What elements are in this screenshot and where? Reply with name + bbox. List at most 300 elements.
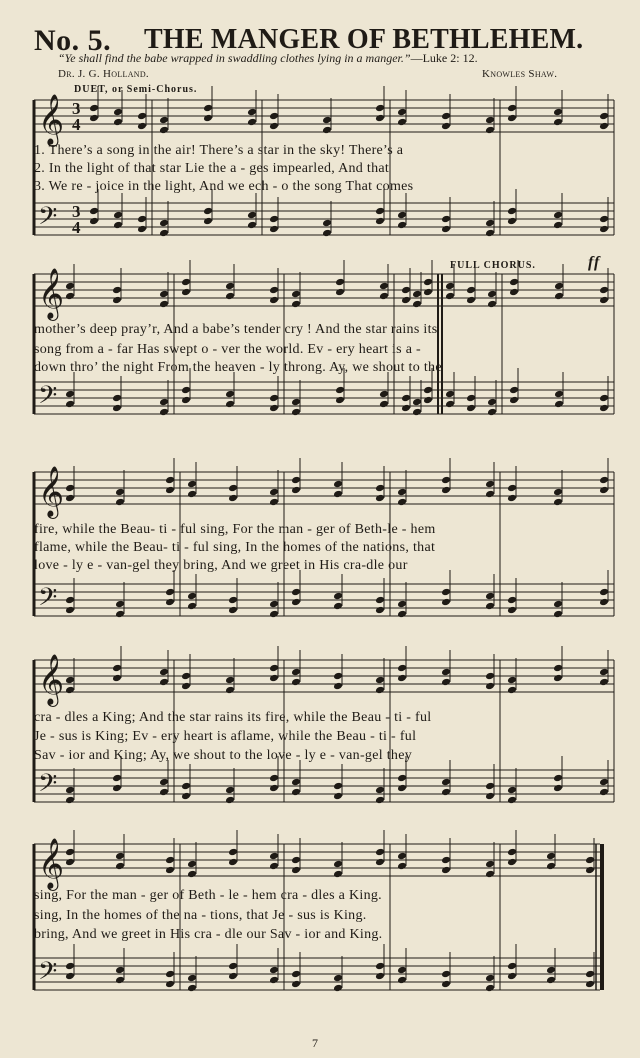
music-system-4 (34, 646, 614, 830)
note-head (509, 386, 519, 395)
note-head (445, 292, 455, 301)
lyric-verse-3: bring, And we greet in His cra - dle our Sav - ior and King. (34, 927, 383, 942)
note-head (115, 488, 125, 497)
lyric-verse-3: down thro’ the night From the heaven - ly throng. Ay, we shout to the (34, 360, 442, 375)
note-head (269, 664, 279, 673)
note-head (159, 778, 169, 787)
note-head (291, 980, 301, 989)
note-head (65, 484, 75, 493)
note-head (291, 668, 301, 677)
note-head (333, 602, 343, 611)
lyric-verse-3: 3. We re - joice in the light, And we ech - o the song That comes (34, 179, 414, 194)
note-head (225, 390, 235, 399)
music-system-2 (34, 254, 614, 442)
note-head (397, 774, 407, 783)
note-head (291, 788, 301, 797)
note-head (397, 211, 407, 220)
note-head (159, 398, 169, 407)
note-head (485, 490, 495, 499)
note-head (485, 480, 495, 489)
note-head (485, 792, 495, 801)
note-head (375, 796, 385, 805)
note-head (228, 848, 238, 857)
note-head (187, 602, 197, 611)
note-head (507, 962, 517, 971)
treble-clef-icon: 𝄞 (38, 94, 65, 145)
note-head (509, 278, 519, 287)
note-head (554, 390, 564, 399)
duet-label: DUET, or Semi-Chorus. (74, 84, 198, 95)
note-head (203, 217, 213, 226)
note-head (507, 484, 517, 493)
note-head (159, 126, 169, 135)
note-head (65, 282, 75, 291)
note-head (553, 600, 563, 609)
note-head (554, 282, 564, 291)
note-head (599, 225, 609, 234)
note-head (546, 976, 556, 985)
note-head (228, 494, 238, 503)
note-head (225, 282, 235, 291)
note-head (291, 856, 301, 865)
note-head (291, 598, 301, 607)
note-head (322, 116, 332, 125)
note-head (553, 674, 563, 683)
note-head (137, 215, 147, 224)
note-head (401, 286, 411, 295)
note-head (269, 215, 279, 224)
lyricist: Dr. J. G. Holland. (58, 68, 149, 80)
note-head (322, 219, 332, 228)
note-head (333, 592, 343, 601)
note-head (322, 229, 332, 238)
note-head (599, 215, 609, 224)
bass-staff (34, 944, 600, 992)
note-head (113, 108, 123, 117)
note-head (137, 112, 147, 121)
note-head (585, 980, 595, 989)
note-head (375, 848, 385, 857)
note-head (485, 974, 495, 983)
note-head (445, 400, 455, 409)
note-head (269, 394, 279, 403)
time-signature-digit: 4 (72, 115, 81, 134)
note-head (165, 980, 175, 989)
note-head (269, 976, 279, 985)
note-head (485, 860, 495, 869)
note-head (333, 870, 343, 879)
note-head (379, 282, 389, 291)
note-head (423, 288, 433, 297)
note-head (159, 290, 169, 299)
note-head (375, 484, 385, 493)
note-head (187, 592, 197, 601)
note-head (137, 122, 147, 131)
bass-staff (34, 189, 614, 237)
note-head (269, 296, 279, 305)
note-head (187, 480, 197, 489)
note-head (65, 962, 75, 971)
note-head (507, 686, 517, 695)
note-head (397, 976, 407, 985)
music-system-3 (34, 458, 614, 640)
note-head (181, 386, 191, 395)
note-head (441, 476, 451, 485)
note-head (269, 112, 279, 121)
treble-staff (34, 86, 614, 147)
note-head (335, 396, 345, 405)
lyric-verse-1: fire, while the Beau- ti - ful sing, For the man - ger of Beth-le - hem (34, 522, 436, 537)
note-head (228, 606, 238, 615)
note-head (553, 211, 563, 220)
note-head (291, 290, 301, 299)
bass-staff (34, 570, 614, 618)
note-head (507, 676, 517, 685)
note-head (397, 610, 407, 619)
note-head (65, 858, 75, 867)
note-head (112, 784, 122, 793)
note-head (397, 664, 407, 673)
bass-clef-icon: 𝄢 (38, 381, 58, 416)
note-head (397, 118, 407, 127)
note-head (291, 678, 301, 687)
note-head (485, 672, 495, 681)
note-head (112, 404, 122, 413)
full-chorus-label: FULL CHORUS. (450, 260, 536, 271)
lyric-verse-1: 1. There’s a song in the air! There’s a star in the sky! There’s a (34, 143, 404, 158)
note-head (507, 104, 517, 113)
note-head (554, 400, 564, 409)
lyric-verse-1: cra - dles a King; And the star rains its fire, while the Beau - ti - ful (34, 710, 432, 725)
note-head (441, 215, 451, 224)
lyric-verse-1: sing, For the man - ger of Beth - le - hem cra - dles a King. (34, 888, 382, 903)
note-head (113, 221, 123, 230)
time-signature-digit: 3 (72, 99, 81, 118)
note-head (65, 796, 75, 805)
note-head (269, 852, 279, 861)
note-head (291, 588, 301, 597)
note-head (65, 972, 75, 981)
note-head (412, 408, 422, 417)
note-head (487, 408, 497, 417)
note-head (553, 108, 563, 117)
note-head (113, 211, 123, 220)
note-head (89, 104, 99, 113)
note-head (599, 788, 609, 797)
note-head (507, 848, 517, 857)
treble-clef-icon: 𝄞 (38, 466, 65, 517)
note-head (599, 778, 609, 787)
treble-staff (34, 458, 614, 519)
note-head (585, 970, 595, 979)
music-system-5 (34, 836, 614, 1026)
note-head (585, 866, 595, 875)
note-head (291, 398, 301, 407)
lyric-verse-2: flame, while the Beau- ti - ful sing, In the homes of the nations, that (34, 540, 436, 555)
note-head (507, 217, 517, 226)
note-head (553, 774, 563, 783)
note-head (335, 278, 345, 287)
note-head (599, 394, 609, 403)
note-head (159, 229, 169, 238)
epigraph-reference: —Luke 2: 12. (410, 51, 478, 65)
note-head (165, 486, 175, 495)
note-head (445, 282, 455, 291)
note-head (599, 486, 609, 495)
note-head (65, 786, 75, 795)
bass-clef-icon: 𝄢 (38, 957, 58, 992)
note-head (546, 862, 556, 871)
note-head (485, 782, 495, 791)
note-head (333, 480, 343, 489)
note-head (187, 870, 197, 879)
note-head (225, 786, 235, 795)
note-head (159, 300, 169, 309)
note-head (159, 408, 169, 417)
note-head (115, 600, 125, 609)
note-head (441, 788, 451, 797)
note-head (65, 494, 75, 503)
note-head (412, 290, 422, 299)
note-head (65, 400, 75, 409)
note-head (412, 398, 422, 407)
hymn-number: No. 5. (34, 24, 112, 57)
note-head (423, 396, 433, 405)
note-head (269, 610, 279, 619)
note-head (247, 221, 257, 230)
note-head (485, 116, 495, 125)
note-head (333, 672, 343, 681)
note-head (485, 592, 495, 601)
note-head (159, 116, 169, 125)
note-head (599, 404, 609, 413)
note-head (379, 390, 389, 399)
note-head (507, 796, 517, 805)
note-head (546, 852, 556, 861)
note-head (112, 296, 122, 305)
note-head (466, 286, 476, 295)
note-head (269, 488, 279, 497)
note-head (89, 114, 99, 123)
note-head (333, 792, 343, 801)
note-head (441, 980, 451, 989)
lyric-verse-3: Sav - ior and King; Ay, we shout to the love - ly e - van-gel they (34, 748, 413, 763)
note-head (113, 118, 123, 127)
note-head (225, 796, 235, 805)
composer: Knowles Shaw. (482, 68, 558, 80)
note-head (112, 774, 122, 783)
music-system-1 (34, 84, 614, 260)
note-head (137, 225, 147, 234)
note-head (507, 596, 517, 605)
note-head (375, 207, 385, 216)
note-head (599, 588, 609, 597)
note-head (379, 292, 389, 301)
note-head (599, 668, 609, 677)
note-head (507, 207, 517, 216)
lyric-verse-2: 2. In the light of that star Lie the a - ges impearled, And that (34, 161, 390, 176)
note-head (291, 408, 301, 417)
note-head (181, 288, 191, 297)
note-head (401, 404, 411, 413)
note-head (599, 476, 609, 485)
note-head (599, 286, 609, 295)
note-head (65, 596, 75, 605)
note-head (397, 784, 407, 793)
note-head (181, 396, 191, 405)
note-head (291, 866, 301, 875)
lyric-verse-1: mother’s deep pray’r, And a babe’s tender cry ! And the star rains its (34, 322, 438, 337)
note-head (507, 494, 517, 503)
note-head (441, 678, 451, 687)
note-head (247, 108, 257, 117)
note-head (159, 219, 169, 228)
note-head (228, 858, 238, 867)
note-head (599, 678, 609, 687)
note-head (599, 598, 609, 607)
note-head (269, 774, 279, 783)
note-head (553, 498, 563, 507)
note-head (397, 498, 407, 507)
note-head (375, 494, 385, 503)
note-head (375, 606, 385, 615)
note-head (112, 394, 122, 403)
note-head (485, 126, 495, 135)
treble-clef-icon: 𝄞 (38, 838, 65, 889)
note-head (553, 221, 563, 230)
note-head (269, 498, 279, 507)
note-head (375, 676, 385, 685)
note-head (333, 974, 343, 983)
note-head (485, 602, 495, 611)
note-head (269, 966, 279, 975)
note-head (333, 682, 343, 691)
treble-staff (34, 260, 614, 321)
note-head (553, 488, 563, 497)
note-head (507, 786, 517, 795)
dynamic-marking: ff (588, 254, 601, 271)
note-head (485, 219, 495, 228)
note-head (553, 118, 563, 127)
note-head (397, 600, 407, 609)
note-head (485, 682, 495, 691)
note-head (423, 278, 433, 287)
note-head (247, 211, 257, 220)
note-head (554, 292, 564, 301)
note-head (181, 782, 191, 791)
note-head (247, 118, 257, 127)
note-head (487, 290, 497, 299)
note-head (181, 672, 191, 681)
note-head (269, 225, 279, 234)
note-head (441, 225, 451, 234)
note-head (115, 498, 125, 507)
note-head (269, 404, 279, 413)
note-head (397, 221, 407, 230)
note-head (115, 862, 125, 871)
note-head (401, 394, 411, 403)
note-head (333, 984, 343, 993)
note-head (333, 782, 343, 791)
note-head (485, 984, 495, 993)
scripture-epigraph (58, 51, 598, 66)
note-head (553, 664, 563, 673)
note-head (165, 476, 175, 485)
bass-clef-icon: 𝄢 (38, 583, 58, 618)
note-head (269, 122, 279, 131)
note-head (115, 966, 125, 975)
note-head (333, 490, 343, 499)
note-head (553, 610, 563, 619)
note-head (441, 866, 451, 875)
note-head (441, 112, 451, 121)
note-head (379, 400, 389, 409)
note-head (291, 778, 301, 787)
note-head (507, 858, 517, 867)
note-head (441, 668, 451, 677)
note-head (599, 112, 609, 121)
note-head (112, 664, 122, 673)
bass-clef-icon: 𝄢 (38, 202, 58, 237)
note-head (181, 682, 191, 691)
note-head (269, 674, 279, 683)
note-head (65, 848, 75, 857)
note-head (203, 207, 213, 216)
note-head (375, 114, 385, 123)
hymn-title: THE MANGER OF BETHLEHEM. (144, 24, 584, 55)
note-head (485, 870, 495, 879)
note-head (441, 122, 451, 131)
note-head (225, 292, 235, 301)
note-head (553, 784, 563, 793)
treble-staff (34, 830, 600, 891)
note-head (375, 858, 385, 867)
note-head (375, 686, 385, 695)
note-head (115, 852, 125, 861)
note-head (466, 394, 476, 403)
note-head (269, 286, 279, 295)
note-head (397, 488, 407, 497)
note-head (269, 600, 279, 609)
note-head (375, 217, 385, 226)
note-head (375, 962, 385, 971)
note-head (291, 300, 301, 309)
lyric-verse-3: love - ly e - van-gel they bring, And we greet in His cra-dle our (34, 558, 408, 573)
note-head (599, 296, 609, 305)
note-head (165, 588, 175, 597)
note-head (507, 114, 517, 123)
note-head (228, 962, 238, 971)
note-head (187, 490, 197, 499)
note-head (225, 686, 235, 695)
note-head (203, 104, 213, 113)
note-head (441, 598, 451, 607)
time-signature-digit: 3 (72, 202, 81, 221)
note-head (159, 678, 169, 687)
lyric-verse-2: sing, In the homes of the na - tions, that Je - sus is King. (34, 908, 367, 923)
note-head (335, 288, 345, 297)
note-head (187, 860, 197, 869)
note-head (65, 676, 75, 685)
treble-clef-icon: 𝄞 (38, 654, 65, 705)
note-head (466, 296, 476, 305)
note-head (441, 778, 451, 787)
note-head (441, 856, 451, 865)
lyric-verse-2: song from a - far Has swept o - ver the world. Ev - ery heart is a - (34, 342, 421, 357)
note-head (412, 300, 422, 309)
note-head (333, 860, 343, 869)
note-head (401, 296, 411, 305)
